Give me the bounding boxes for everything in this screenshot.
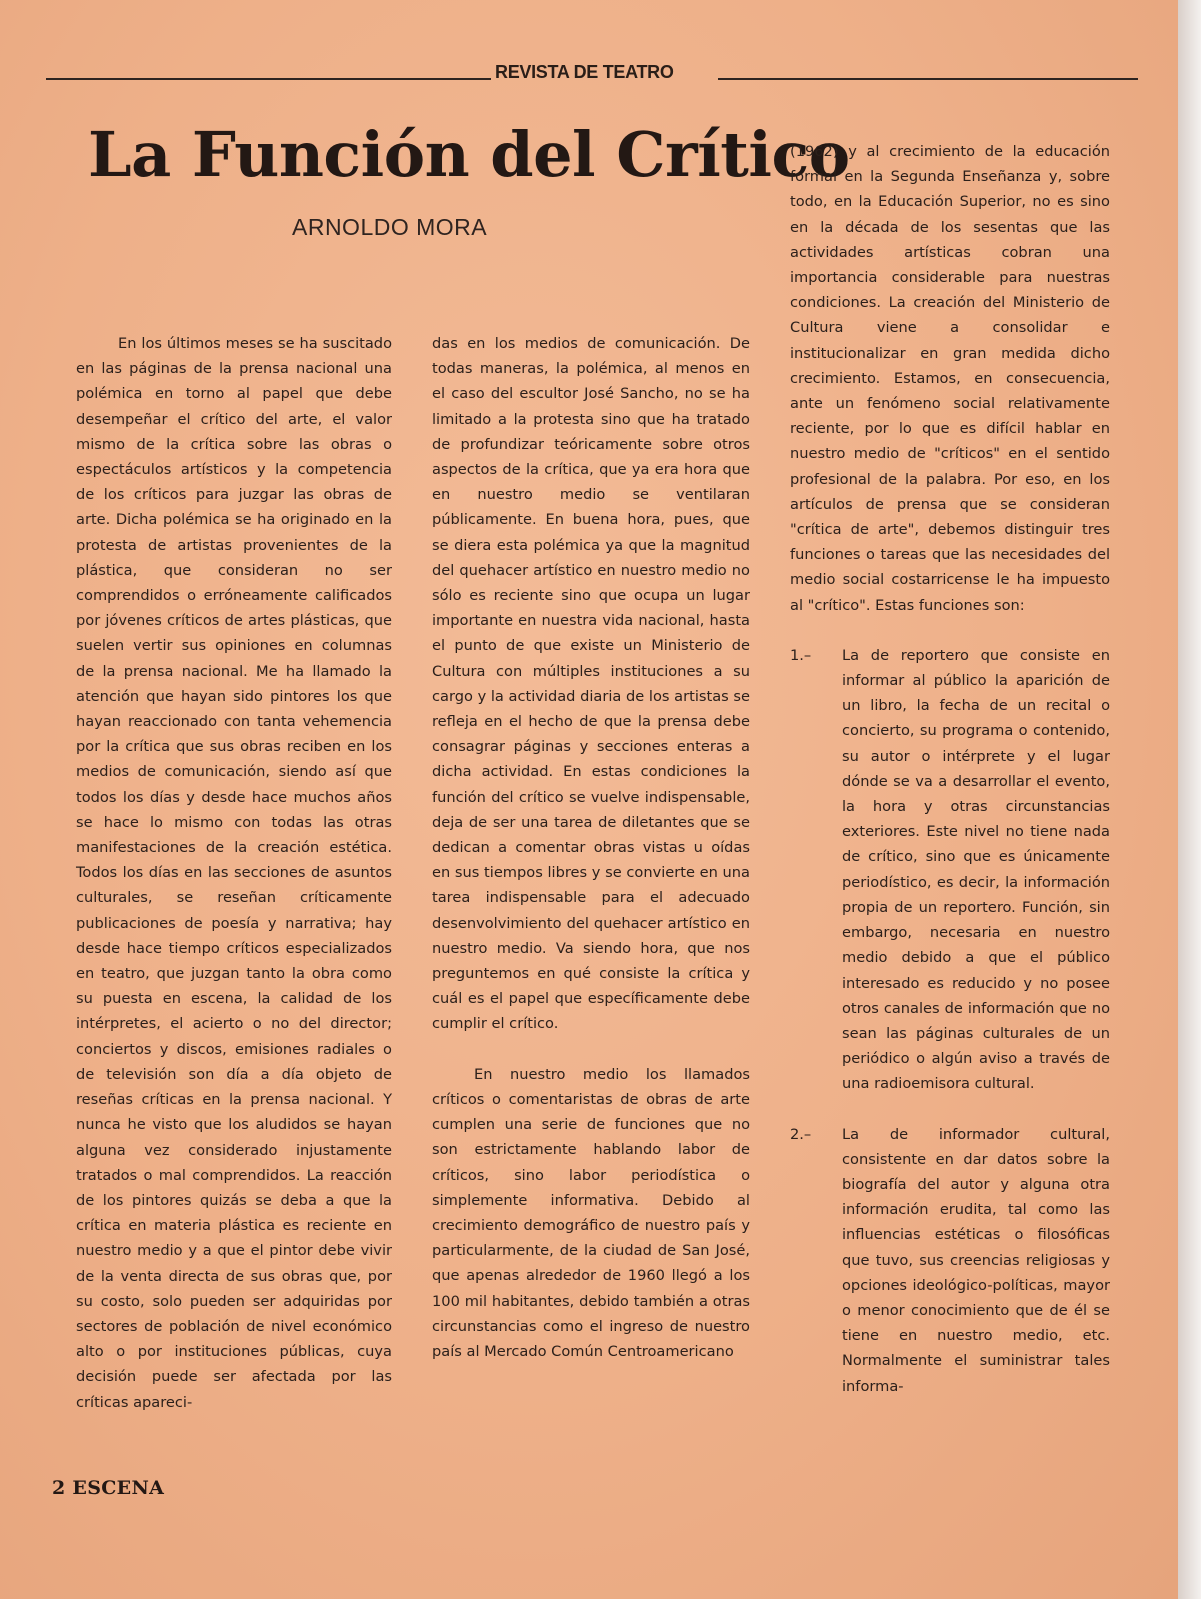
header-rule-left: [46, 78, 491, 80]
column-2-paragraph-2: En nuestro medio los llamados críticos o comentaristas de obras de arte cumplen una serie de funciones que no son estrictamente hablando labor de críticos, sino labor periodística o simplemente informativa. Debido al crecimiento demográfico de nuestro país y particularmente, de la ciudad de San José, que apenas alrededor de 1960 llegó a los 100 mil habitantes, debido también a otras circunstancias como el ingreso de nuestro país al Mercado Común Centroamericano: [432, 1065, 750, 1360]
column-3-paragraph-1: (1962) y al crecimiento de la educación formal en la Segunda Enseñanza y, sobre todo, en la Educación Superior, no es sino en la década de los sesentas que las actividades artísticas cobran una importancia considerable para nuestras condiciones. La creación del Ministerio de Cultura viene a consolidar e institucionalizar en gran medida dicho crecimiento. Estamos, en consecuencia, ante un fenómeno social relativamente reciente, por lo que es difícil hablar en nuestro medio de "críticos" en el sentido profesional de la palabra. Por eso, en los artículos de prensa que se consideran "crítica de arte", debemos distinguir tres funciones o tareas que las necesidades del medio social costarricense le ha impuesto al "crítico". Estas funciones son:: [790, 143, 1110, 614]
column-2: [432, 331, 750, 1364]
list-item: [790, 643, 1110, 1097]
article-author: ARNOLDO MORA: [292, 214, 488, 240]
article-title: La Función del Crítico: [88, 118, 850, 191]
column-1-paragraph: En los últimos meses se ha suscitado en las páginas de la prensa nacional una polémica en torno al papel que debe desempeñar el crítico del arte, el valor mismo de la crítica sobre las obras o espectáculos artísticos y la competencia de los críticos para juzgar las obras de arte. Dicha polémica se ha originado en la protesta de artistas provenientes de la plástica, que consideran no ser comprendidos o erróneamente calificados por jóvenes críticos de artes plásticas, que suelen vertir sus opiniones en columnas de la prensa nacional. Me ha llamado la atención que hayan sido pintores los que hayan reaccionado con tanta vehemencia por la crítica que sus obras reciben en los medios de comunicación, siendo así que todos los días y desde hace muchos años se hace lo mismo con todas las otras manifestaciones de la creación estética. Todos los días en las secciones de asuntos culturales, se reseñan críticamente publicaciones de poesía y narrativa; hay desde hace tiempo críticos especializados en teatro, que juzgan tanto la obra como su puesta en escena, la calidad de los intérpretes, el acierto o no del director; conciertos y discos, emisiones radiales o de televisión son día a día objeto de reseñas críticas en la prensa nacional. Y nunca he visto que los aludidos se hayan alguna vez considerado injustamente tratados o mal comprendidos. La reacción de los pintores quizás se deba a que la crítica en materia plástica es reciente en nuestro medio y a que el pintor debe vivir de la venta directa de sus obras que, por su costo, solo pueden ser adquiridas por sectores de población de nivel económico alto o por instituciones públicas, cuya decisión puede ser afectada por las críticas apareci-: [76, 335, 392, 1411]
section-header: REVISTA DE TEATRO: [495, 62, 674, 82]
page-footer: 2 ESCENA: [52, 1477, 165, 1499]
list-item-text: La de informador cultural, consistente en dar datos sobre la biografía del autor y alguna otra información erudita, tal como las influencias estéticas o filosóficas que tuvo, sus creencias religiosas y opciones ideológico-políticas, mayor o menor conocimiento que de él se tiene en nuestro medio, etc. Normalmente el suministrar tales informa-: [842, 1125, 1110, 1395]
list-item-number: 1.–: [790, 646, 812, 664]
column-3: [790, 139, 1110, 1399]
list-item-number: 2.–: [790, 1125, 812, 1143]
list-item: [790, 1122, 1110, 1399]
header-rule-right: [718, 78, 1138, 80]
column-1: [76, 331, 392, 1415]
column-2-paragraph-1: das en los medios de comunicación. De todas maneras, la polémica, al menos en el caso del escultor José Sancho, no se ha limitado a la protesta sino que ha tratado de profundizar teóricamente sobre otros aspectos de la crítica, que ya era hora que en nuestro medio se ventilaran públicamente. En buena hora, pues, que se diera esta polémica ya que la magnitud del quehacer artístico en nuestro medio no sólo es reciente sino que ocupa un lugar importante en nuestra vida nacional, hasta el punto de que existe un Ministerio de Cultura con múltiples instituciones a su cargo y la actividad diaria de los artistas se refleja en el hecho de que la prensa debe consagrar páginas y secciones enteras a dicha actividad. En estas condiciones la función del crítico se vuelve indispensable, deja de ser una tarea de diletantes que se dedican a comentar obras vistas u oídas en sus tiempos libres y se convierte en una tarea indispensable para el adecuado desenvolvimiento del quehacer artístico en nuestro medio. Va siendo hora, que nos preguntemos en qué consiste la crítica y cuál es el papel que específicamente debe cumplir el crítico.: [432, 335, 750, 1033]
list-item-text: La de reportero que consiste en informar al público la aparición de un libro, la fecha de un recital o concierto, su programa o contenido, su autor o intérprete y el lugar dónde se va a desarrollar el evento, la hora y otras circunstancias exteriores. Este nivel no tiene nada de crítico, sino que es únicamente periodístico, es decir, la información propia de un reportero. Función, sin embargo, necesaria en nuestro medio debido a que el público interesado es reducido y no posee otros canales de información que no sean las páginas culturales de un periódico o algún aviso a través de una radioemisora cultural.: [842, 646, 1110, 1093]
scan-edge: [1178, 0, 1201, 1599]
